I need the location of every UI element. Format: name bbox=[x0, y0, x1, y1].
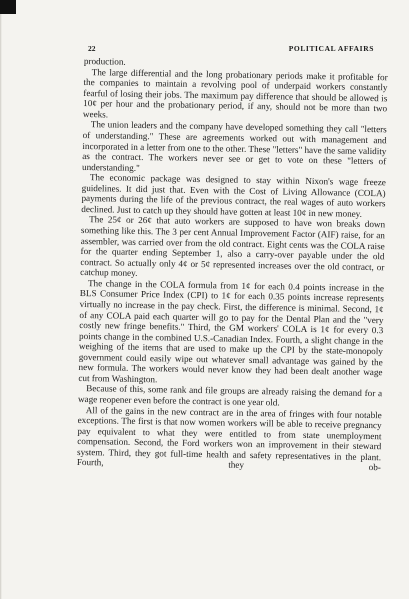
paragraph: Because of this, some rank and file groups are already raising the demand for a wage reopener even before the contract is one year old. bbox=[77, 383, 383, 408]
page-number: 22 bbox=[88, 44, 96, 53]
paragraph: The union leaders and the company have developed something they call "letters of understanding." These are agreements worked out with management and incorporated in a letter from one to the other. These "letters" have the same validity as the contract. The workers never see or get to vote on these "letters of understanding." bbox=[81, 119, 387, 173]
scan-corner-mark bbox=[0, 0, 16, 14]
paragraph: The 25¢ or 26¢ that auto workers are supposed to have won breaks down something like this. The 3 per cent Annual Improvement Factor (AIF) raise, for an assembler, was carried over from the old contract. Eight cents was the COLA raise for the quarter ending September 1, also a carry-over payable under the old contract. So actually only 4¢ or 5¢ represented increases over the old contract, or catchup money. bbox=[80, 214, 386, 279]
paragraph: production. bbox=[83, 56, 126, 67]
paragraph: The large differential and the long probationary periods make it profitable for the companies to maintain a revolving pool of underpaid workers constantly fearful of losing their jobs. The maximum pay difference that should be allowed is 10¢ per hour and the probationary period, if any, should not be more than two weeks. bbox=[82, 66, 388, 120]
paragraph: The change in the COLA formula from 1¢ for each 0.4 points increase in the BLS Consumer Price Index (CPI) to 1¢ for each 0.35 points increase represents virtually no increase in the pay check. First, the difference is minimal. Second, 1¢ of any COLA paid each quarter will go to pay for the Dental Plan and the "very costly new fringe benefits." Third, the GM workers' COLA is 1¢ for every 0.3 points change in the combined U.S.-Canadian Index. Fourth, a slight change in the weighing of the items that are used to make up the CPI by the state-monopoly government could easily wipe out whatever small advantage was gained by the new formula. The workers would never know they had been dealt another wage cut from Washington. bbox=[78, 277, 385, 385]
running-head: POLITICAL AFFAIRS bbox=[288, 44, 374, 53]
article-body bbox=[77, 56, 388, 473]
page-edge-shadow bbox=[0, 0, 2, 599]
page-header bbox=[88, 44, 374, 56]
paragraph: The economic package was designed to stay within Nixon's wage freeze guidelines. It did just that. Even with the Cost of Living Allowance (COLA) payments during the life of the previous contract, the real wages of auto workers declined. Just to catch up they should have gotten at least 10¢ in new money. bbox=[81, 172, 386, 219]
paragraph: All of the gains in the new contract are in the area of fringes with four notable exceptions. The first is that now women workers will be able to receive pregnancy pay equivalent to what they were entitled to from state unemployment compensation. Second, the Ford workers won an improvement in their steward system. Third, they got full-time health and safety representatives in the plant. Fourth, they ob- bbox=[76, 404, 382, 473]
